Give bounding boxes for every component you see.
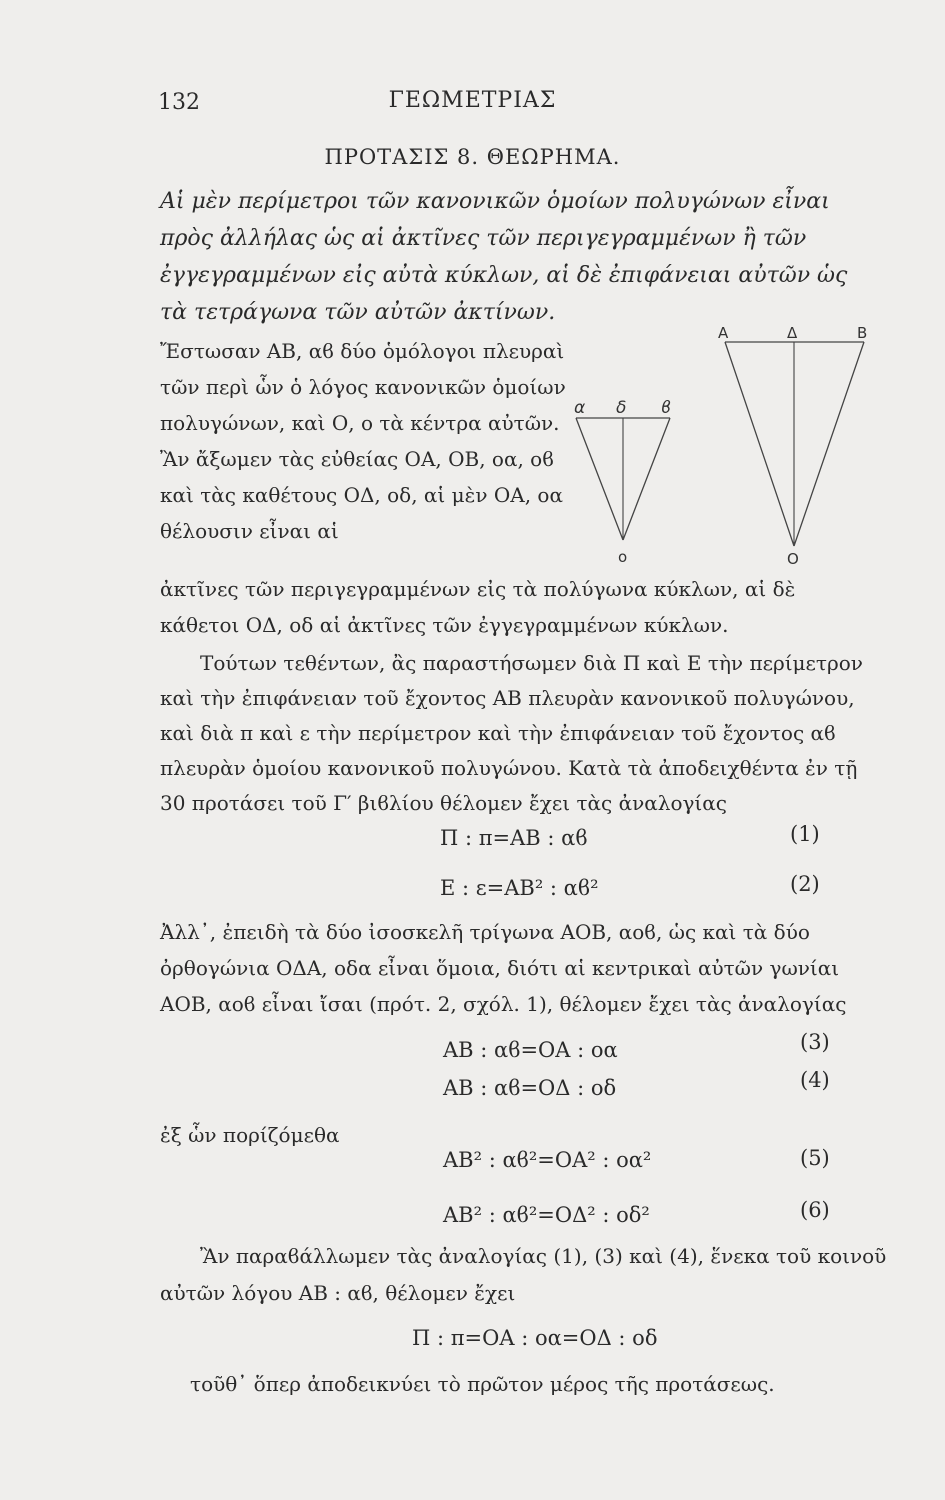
paragraph-setup: Ἔστωσαν ΑΒ, αϐ δύο ὁμόλογοι πλευραὶ τῶν περὶ ὧν ὁ λόγος κανονικῶν ὁμοίων πολυγώνων, καὶ Ο, ο τὰ κέντρα αὐτῶν. Ἂν ἄξωμεν τὰς εὐθείας ΟΑ, ΟΒ, οα, οϐ καὶ τὰς καθέτους ΟΔ, οδ, αἱ μὲν ΟΑ, οα θέλουσιν εἶναι αἱ: [160, 339, 566, 543]
equation-1-number: (1): [790, 822, 820, 846]
derivation-lead: ἐξ ὧν πορίζόμεθα: [160, 1123, 340, 1147]
equation-4: ΑΒ : αϐ=ΟΔ : οδ: [443, 1076, 617, 1100]
final-equation: Π : π=ΟΑ : οα=ΟΔ : οδ: [412, 1326, 658, 1350]
equation-3: ΑΒ : αϐ=ΟΑ : οα: [443, 1038, 618, 1062]
theorem-statement: Αἱ μὲν περίμετροι τῶν κανονικῶν ὁμοίων πολυγώνων εἶναι πρὸς ἀλλήλας ὡς αἱ ἀκτῖνες τῶν περιγεγραμμένων ἢ τῶν ἐγγεγραμμένων εἰς αὐτὰ κύκλων, αἱ δὲ ἐπιφάνειαι αὐτῶν ὡς τὰ τετράγωνα τῶν αὐτῶν ἀκτίνων.: [160, 189, 848, 325]
equation-1: Π : π=ΑΒ : αϐ: [440, 826, 588, 850]
side-ob: [623, 418, 670, 540]
equation-2-number: (2): [790, 872, 820, 896]
equation-4-number: (4): [800, 1068, 830, 1092]
equation-5-number: (5): [800, 1146, 830, 1170]
equation-6: ΑΒ² : αϐ²=ΟΔ² : οδ²: [443, 1203, 650, 1227]
label-B: Β: [857, 324, 868, 342]
equation-3-number: (3): [800, 1030, 830, 1054]
equation-6-number: (6): [800, 1198, 830, 1222]
label-o: ο: [618, 548, 628, 566]
paragraph-comparison: Ἂν παραϐάλλωμεν τὰς ἀναλογίας (1), (3) καὶ (4), ἕνεκα τοῦ κοινοῦ αὐτῶν λόγου ΑΒ : αϐ, θέλομεν ἔχει: [160, 1244, 887, 1305]
label-a: α: [574, 398, 586, 418]
label-O: Ο: [787, 550, 799, 568]
label-d: δ: [616, 398, 627, 418]
conclusion-line: τοῦθ᾽ ὅπερ ἀποδεικνύει τὸ πρῶτον μέρος τῆς προτάσεως.: [190, 1372, 775, 1396]
side-OA: [725, 342, 794, 546]
triangles-figure: [568, 318, 888, 568]
label-b: ϐ: [661, 398, 672, 418]
page-number: 132: [158, 90, 200, 115]
equation-5: ΑΒ² : αϐ²=ΟΑ² : οα²: [443, 1148, 652, 1172]
paragraph-notation: Τούτων τεθέντων, ἂς παραστήσωμεν διὰ Π καὶ Ε τὴν περίμετρον καὶ τὴν ἐπιφάνειαν τοῦ ἔχοντος ΑΒ πλευρὰν κανονικοῦ πολυγώνου, καὶ διὰ π καὶ ε τὴν περίμετρον καὶ τὴν ἐπιφάνειαν τοῦ ἔχοντος αϐ πλευρὰν ὁμοίου κανονικοῦ πολυγώνου. Κατὰ τὰ ἀποδειχθέντα ἐν τῇ 30 προτάσει τοῦ Γ′ βιϐλίου θέλομεν ἔχει τὰς ἀναλογίας: [160, 651, 863, 815]
proposition-heading: ΠΡΟΤΑΣΙΣ 8. ΘΕΩΡΗΜΑ.: [324, 145, 621, 169]
side-OB: [794, 342, 864, 546]
paragraph-setup-continued: ἀκτῖνες τῶν περιγεγραμμένων εἰς τὰ πολύγωνα κύκλων, αἱ δὲ κάθετοι ΟΔ, οδ αἱ ἀκτῖνες τῶν ἐγγεγραμμένων κύκλων.: [160, 577, 796, 637]
label-A: Α: [718, 324, 729, 342]
paragraph-similar-triangles: Ἀλλ᾽, ἐπειδὴ τὰ δύο ἰσοσκελῆ τρίγωνα ΑΟΒ, αοϐ, ὡς καὶ τὰ δύο ὀρθογώνια ΟΔΑ, οδα εἶναι ὅμοια, διότι αἱ κεντρικαὶ αὐτῶν γωνίαι ΑΟΒ, αοϐ εἶναι ἴσαι (πρότ. 2, σχόλ. 1), θέλομεν ἔχει τὰς ἀναλογίας: [160, 920, 847, 1016]
running-head: ΓΕΩΜΕΤΡΙΑΣ: [388, 88, 557, 113]
label-D: Δ: [787, 324, 798, 342]
equation-2: Ε : ε=ΑΒ² : αϐ²: [440, 876, 599, 900]
